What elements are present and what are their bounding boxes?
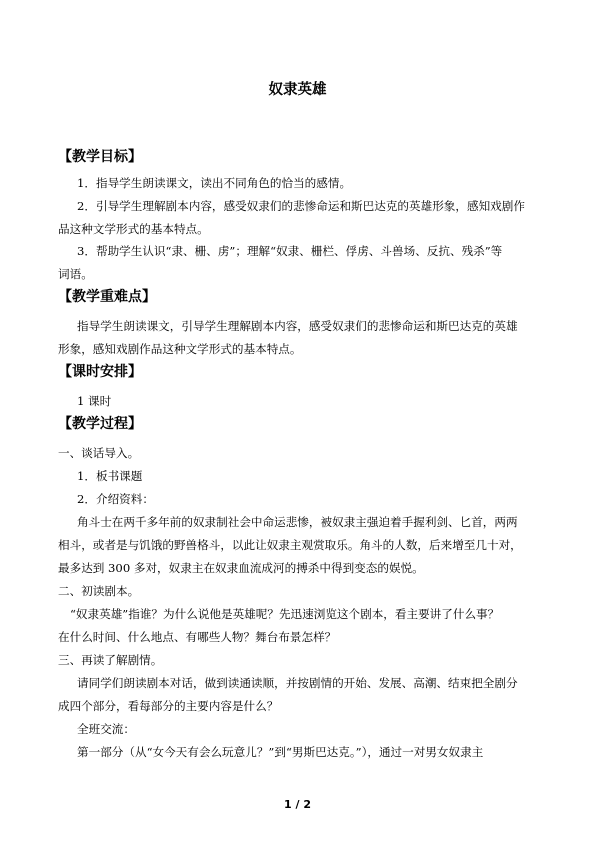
paragraph-line: 在什么时间、什么地点、有哪些人物？舞台布景怎样？ <box>58 630 337 644</box>
paragraph-line: 第一部分（从“女今天有会么玩意儿？”到“男斯巴达克。”），通过一对男女奴隶主 <box>77 745 484 759</box>
paragraph-line: 成四个部分，看每部分的主要内容是什么？ <box>58 699 279 713</box>
paragraph-line: 相斗，或者是与饥饿的野兽格斗，以此让奴隶主观赏取乐。角斗的人数，后来增至几十对， <box>58 538 522 552</box>
goal-item-cont: 词语。 <box>58 267 93 281</box>
paragraph-line: 全班交流： <box>77 722 135 736</box>
process-step: 二、初读剧本。 <box>58 584 140 598</box>
paragraph-line: 角斗士在两千多年前的奴隶制社会中命运悲惨，被奴隶主强迫着手握利剑、匕首，两两 <box>77 515 518 529</box>
process-substep: 2．介绍资料： <box>77 492 154 506</box>
paragraph-line: 指导学生朗读课文，引导学生理解剧本内容，感受奴隶们的悲惨命运和斯巴达克的英雄 <box>77 319 518 333</box>
section-heading-goals: 【教学目标】 <box>58 149 142 165</box>
process-step: 一、谈话导入。 <box>58 446 140 460</box>
paragraph-line: 最多达到 300 多对，奴隶主在奴隶血流成河的搏杀中得到变态的娱悦。 <box>58 561 424 575</box>
section-heading-process: 【教学过程】 <box>58 416 142 432</box>
section-heading-key-points: 【教学重难点】 <box>58 289 156 305</box>
paragraph-line: “奴隶英雄”指谁？为什么说他是英雄呢？先迅速浏览这个剧本，看主要讲了什么事？ <box>70 607 500 621</box>
document-title: 奴隶英雄 <box>268 82 327 98</box>
paragraph-line: 形象，感知戏剧作品这种文学形式的基本特点。 <box>58 342 302 356</box>
page-number: 1 / 2 <box>284 798 311 811</box>
goal-item: 1．指导学生朗读课文，读出不同角色的恰当的感情。 <box>77 176 352 190</box>
goal-item: 3．帮助学生认识“隶、栅、虏”；理解“奴隶、栅栏、俘虏、斗兽场、反抗、残杀”等 <box>77 244 503 258</box>
paragraph-line: 请同学们朗读剧本对话，做到读通读顺，并按剧情的开始、发展、高潮、结束把全剧分 <box>77 676 518 690</box>
process-step: 三、再读了解剧情。 <box>58 653 163 667</box>
goal-item: 2．引导学生理解剧本内容，感受奴隶们的悲惨命运和斯巴达克的英雄形象，感知戏剧作 <box>77 199 525 213</box>
section-heading-schedule: 【课时安排】 <box>58 364 142 380</box>
goal-item-cont: 品这种文学形式的基本特点。 <box>58 222 209 236</box>
process-substep: 1．板书课题 <box>77 469 143 483</box>
paragraph-line: 1 课时 <box>77 394 112 408</box>
